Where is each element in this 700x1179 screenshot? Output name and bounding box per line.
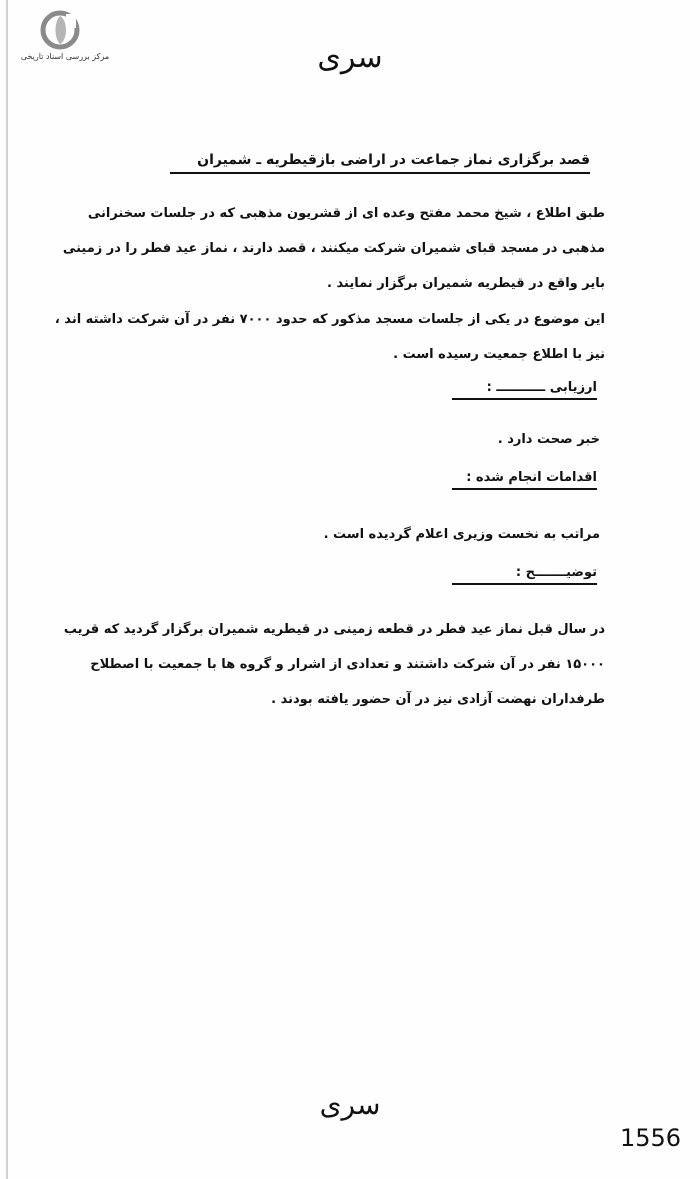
note-paragraph: در سال قبل نماز عید فطر در قطعه زمینی در قیطریه شمیران برگزار گردید که قریب ۱۵۰۰۰ نفر در آن شرکت داشتند و تعدادی از اشرار و گروه ها با جمعیت با اصطلاح طرفداران نهضت آزادی نیز در آن حضور یافته بودند . (63, 622, 605, 707)
classification-header: سری (317, 40, 383, 75)
assessment-heading: ارزیابی ـــــــــــ : (452, 380, 597, 400)
report-paragraph-1: طبق اطلاع ، شیخ محمد مفتح وعده ای از قشریون مذهبی که در جلسات سخنرانی مذهبی در مسجد قبای شمیران شرکت میکنند ، قصد دارند ، نماز عید فطر را در زمینی بایر واقع در قیطریه شمیران برگزار نمایند . (62, 206, 605, 291)
scan-left-edge (6, 0, 8, 1179)
classification-footer: سری (319, 1088, 381, 1121)
archive-emblem-icon (38, 10, 82, 50)
archive-name: مرکز بررسی اسناد تاریخی (20, 52, 110, 61)
page-number: 1556 (620, 1124, 682, 1152)
report-paragraph-2: این موضوع در یکی از جلسات مسجد مذکور که حدود ۷۰۰۰ نفر در آن شرکت داشته اند ، نیز با اطلاع جمعیت رسیده است . (54, 312, 605, 362)
actions-text: مراتب به نخست وزیری اعلام گردیده است . (323, 527, 600, 542)
document-title: قصد برگزاری نماز جماعت در اراضی بازقیطریه ـ شمیران (170, 152, 590, 174)
actions-heading: اقدامات انجام شده : (452, 470, 597, 490)
assessment-text: خبر صحت دارد . (497, 432, 600, 447)
archive-logo (10, 10, 120, 70)
note-heading: توضیـــــــح : (452, 565, 597, 585)
